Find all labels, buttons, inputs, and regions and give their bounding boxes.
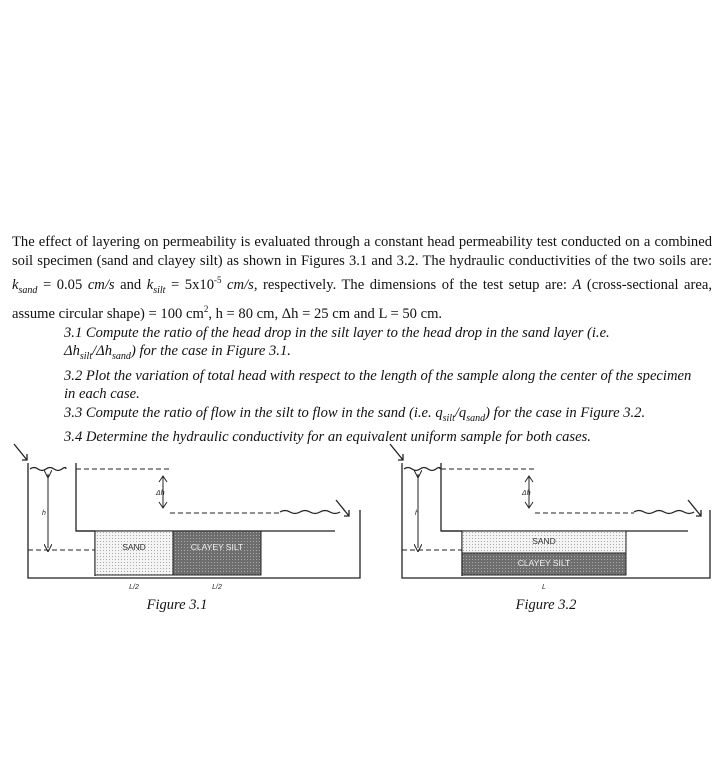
problem-statement <box>12 233 712 324</box>
k-silt-subscript: silt <box>153 285 166 297</box>
q3-silt-sub: silt <box>442 412 455 424</box>
k-sand-unit: cm/s <box>87 277 115 294</box>
fig1-silt-label: CLAYEY SILT <box>190 542 244 552</box>
k-sand-value: = 0.05 <box>37 277 88 294</box>
k-silt-exponent: -5 <box>214 275 222 286</box>
area-description: (cross-sectional area, assume circular shape) = 100 cm <box>12 277 712 323</box>
area-exponent: 2 <box>203 304 209 315</box>
q1-sand-sub: sand <box>112 351 131 363</box>
fig1-dh-label: Δh <box>156 490 165 497</box>
question-3-4: 3.4 Determine the hydraulic conductivity for an equivalent uniform sample for both cases. <box>64 428 591 445</box>
fig2-h-label: h <box>415 510 419 517</box>
q3-text: 3.3 Compute the ratio of flow in the silt to flow in the sand (i.e. q <box>64 404 443 421</box>
upper-water-surface <box>30 468 66 471</box>
clayey-silt-sample <box>173 531 261 575</box>
figures-area <box>0 438 720 628</box>
q1-dh-silt: Δh <box>64 343 80 360</box>
sand-sample <box>95 531 173 575</box>
k-silt-symbol: k <box>146 277 154 294</box>
k-silt-unit: cm/s <box>221 277 254 294</box>
figure-3-1 <box>14 444 360 578</box>
k-silt-value: = 5x10 <box>165 277 214 294</box>
upper-water-surface-2 <box>404 468 440 471</box>
q1-tail: ) for the case in Figure 3.1. <box>130 343 291 360</box>
q1-silt-sub: silt <box>79 351 93 363</box>
q1-dh-sand: /Δh <box>92 343 113 360</box>
question-3-2: 3.2 Plot the variation of total head with respect to the length of the sample along the center of the specimen in each case. <box>64 367 692 403</box>
inflow-arrow-icon <box>390 444 403 460</box>
k-sand-subscript: sand <box>18 285 38 297</box>
figure-3-1-caption: Figure 3.1 <box>146 597 208 613</box>
question-list <box>64 324 704 446</box>
fig1-sand-label: SAND <box>122 542 146 552</box>
q3-tail: ) for the case in Figure 3.2. <box>485 404 646 421</box>
and-text: and <box>114 277 147 294</box>
figure-3-2-caption: Figure 3.2 <box>515 597 577 613</box>
fig2-len-label: L <box>542 584 546 591</box>
fig2-sand-label: SAND <box>532 536 556 546</box>
q1-text: 3.1 Compute the ratio of the head drop in the silt layer to the head drop in the sand layer (i.e. <box>64 325 610 341</box>
dimensions-text: , h = 80 cm, Δh = 25 cm and L = 50 cm. <box>208 306 443 323</box>
setup-text: , respectively. The dimensions of the test setup are: <box>253 277 573 294</box>
area-symbol: A <box>572 277 582 294</box>
q3-sand-sub: sand <box>466 412 486 424</box>
fig1-h-label: h <box>42 510 46 517</box>
fig2-dh-label: Δh <box>522 490 531 497</box>
fig1-len-left: L/2 <box>129 584 139 591</box>
q3-slash: /q <box>454 404 467 421</box>
lower-water-surface <box>280 511 340 514</box>
fig2-silt-label: CLAYEY SILT <box>517 558 571 568</box>
question-3-3 <box>64 404 704 428</box>
inflow-arrow-icon <box>14 444 27 460</box>
lower-water-surface-2 <box>634 511 694 514</box>
question-3-1 <box>64 324 704 367</box>
fig1-len-right: L/2 <box>212 584 222 591</box>
k-sand-symbol: k <box>12 277 19 294</box>
intro-text: The effect of layering on permeability is evaluated through a constant head permeability test conducted on a combined soil specimen (sand and clayey silt) as shown in Figures 3.1 and 3.2. The hydraulic conductivities of the two soils are: <box>12 234 712 270</box>
